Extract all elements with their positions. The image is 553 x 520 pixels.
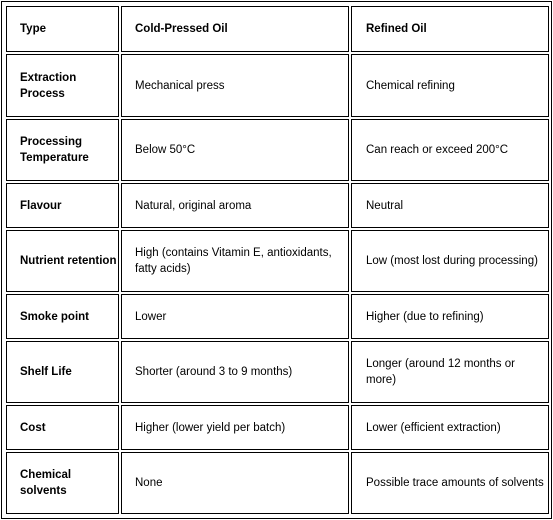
row-label: Chemical solvents xyxy=(6,452,119,514)
cold-pressed-cell: Lower xyxy=(121,294,349,339)
table-row xyxy=(6,294,549,339)
cold-pressed-cell: Below 50°C xyxy=(121,119,349,181)
cold-pressed-cell: High (contains Vitamin E, antioxidants, fatty acids) xyxy=(121,230,349,292)
refined-cell: Chemical refining xyxy=(351,54,549,117)
table-row xyxy=(6,119,549,181)
table-row xyxy=(6,405,549,450)
row-label: Shelf Life xyxy=(6,341,119,403)
row-label: Nutrient retention xyxy=(6,230,119,292)
row-label: Cost xyxy=(6,405,119,450)
comparison-table-frame xyxy=(1,1,552,519)
cold-pressed-cell: Mechanical press xyxy=(121,54,349,117)
refined-cell: Lower (efficient extraction) xyxy=(351,405,549,450)
refined-cell: Possible trace amounts of solvents xyxy=(351,452,549,514)
header-cell-refined: Refined Oil xyxy=(351,6,549,52)
cold-pressed-cell: Higher (lower yield per batch) xyxy=(121,405,349,450)
table-row xyxy=(6,230,549,292)
refined-cell: Can reach or exceed 200°C xyxy=(351,119,549,181)
refined-cell: Higher (due to refining) xyxy=(351,294,549,339)
cold-pressed-cell: Natural, original aroma xyxy=(121,183,349,228)
table-row xyxy=(6,452,549,514)
oil-comparison-table xyxy=(4,4,551,516)
row-label: Extraction Process xyxy=(6,54,119,117)
header-cell-type: Type xyxy=(6,6,119,52)
refined-cell: Longer (around 12 months or more) xyxy=(351,341,549,403)
table-row xyxy=(6,341,549,403)
row-label: Processing Temperature xyxy=(6,119,119,181)
row-label: Flavour xyxy=(6,183,119,228)
header-cell-cold-pressed: Cold-Pressed Oil xyxy=(121,6,349,52)
cold-pressed-cell: Shorter (around 3 to 9 months) xyxy=(121,341,349,403)
table-row xyxy=(6,183,549,228)
refined-cell: Low (most lost during processing) xyxy=(351,230,549,292)
table-row xyxy=(6,54,549,117)
refined-cell: Neutral xyxy=(351,183,549,228)
cold-pressed-cell: None xyxy=(121,452,349,514)
table-header-row xyxy=(6,6,549,52)
row-label: Smoke point xyxy=(6,294,119,339)
